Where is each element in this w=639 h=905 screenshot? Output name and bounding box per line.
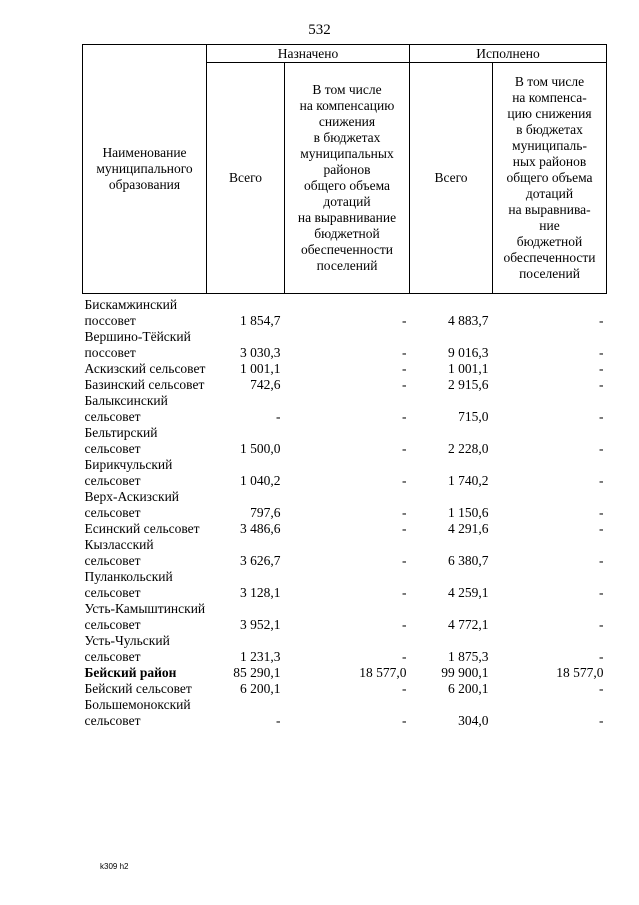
assigned-comp-cell: - — [402, 313, 407, 328]
assigned-total-cell: 3 952,1 — [240, 617, 281, 632]
row-name: Кызласский сельсовет — [84, 537, 154, 568]
table-row — [83, 697, 607, 729]
executed-comp-cell: - — [599, 313, 604, 328]
header-line: ние — [539, 218, 560, 233]
assigned-total-cell: 3 626,7 — [240, 553, 281, 568]
header-line: общего объема — [506, 170, 593, 185]
table-row — [83, 457, 607, 489]
header-line: снижения — [318, 114, 376, 129]
executed-comp-cell: - — [599, 441, 604, 456]
executed-comp-cell: - — [599, 345, 604, 360]
executed-total-cell: 9 016,3 — [448, 345, 489, 360]
assigned-total-cell: 85 290,1 — [233, 665, 281, 680]
row-name: Бейский сельсовет — [84, 681, 192, 696]
table-row — [83, 601, 607, 633]
assigned-comp-cell: - — [402, 409, 407, 424]
executed-comp-cell: - — [599, 553, 604, 568]
assigned-comp-cell: - — [402, 473, 407, 488]
assigned-total-cell: 1 001,1 — [240, 361, 281, 376]
header-name-column: Наименование муниципального образования — [83, 45, 207, 294]
table-row — [83, 361, 607, 377]
assigned-comp-cell: - — [402, 377, 407, 392]
header-line: В том числе — [514, 74, 585, 89]
row-name: Аскизский сельсовет — [84, 361, 206, 376]
row-name: Усть-Камыштинский сельсовет — [84, 601, 206, 632]
executed-total-cell: 4 259,1 — [448, 585, 489, 600]
row-name: Бельтирский сельсовет — [84, 425, 158, 456]
executed-comp-cell: - — [599, 617, 604, 632]
row-name: Есинский сельсовет — [84, 521, 200, 536]
assigned-total-cell: - — [276, 409, 281, 424]
assigned-comp-cell: - — [402, 617, 407, 632]
row-name: Пуланкольский сельсовет — [84, 569, 173, 600]
executed-total-cell: 4 883,7 — [448, 313, 489, 328]
header-line: на выравнивание — [297, 210, 397, 225]
row-name: Бирикчульский сельсовет — [84, 457, 173, 488]
assigned-total-cell: 3 128,1 — [240, 585, 281, 600]
region-total-row — [83, 665, 607, 681]
header-line: В том числе — [312, 82, 382, 97]
executed-comp-cell: - — [599, 473, 604, 488]
assigned-comp-cell: - — [402, 649, 407, 664]
header-executed-compensation — [493, 63, 607, 294]
header-line: районов — [323, 162, 371, 177]
header-line: муниципаль- — [512, 138, 587, 153]
assigned-total-cell: 1 231,3 — [240, 649, 281, 664]
header-line: в бюджетах — [313, 130, 381, 145]
executed-total-cell: 715,0 — [458, 409, 489, 424]
executed-comp-cell: - — [599, 361, 604, 376]
header-line: муниципальных — [300, 146, 394, 161]
assigned-comp-cell: - — [402, 553, 407, 568]
row-name: Бейский район — [84, 665, 177, 680]
header-line: в бюджетах — [516, 122, 583, 137]
assigned-comp-cell: - — [402, 361, 407, 376]
executed-total-cell: 2 228,0 — [448, 441, 489, 456]
executed-comp-cell: 18 577,0 — [556, 665, 604, 680]
table-row — [83, 425, 607, 457]
executed-total-cell: 1 875,3 — [448, 649, 489, 664]
executed-total-cell: 4 772,1 — [448, 617, 489, 632]
header-line: общего объема — [303, 178, 391, 193]
assigned-total-cell: - — [276, 713, 281, 728]
row-name: Балыксинский сельсовет — [84, 393, 168, 424]
assigned-comp-cell: 18 577,0 — [359, 665, 407, 680]
budget-table — [82, 44, 607, 729]
assigned-total-cell: 742,6 — [250, 377, 281, 392]
table-row — [83, 681, 607, 697]
header-line: бюджетной — [516, 234, 583, 249]
header-line: на компенсацию — [299, 98, 395, 113]
executed-comp-cell: - — [599, 585, 604, 600]
table-row — [83, 489, 607, 521]
header-assigned-compensation — [285, 63, 410, 294]
executed-total-cell: 6 380,7 — [448, 553, 489, 568]
executed-comp-cell: - — [599, 377, 604, 392]
header-line: цию снижения — [507, 106, 592, 121]
row-name: Вершино-Тёйский поссовет — [84, 329, 191, 360]
header-assigned-group: Назначено — [207, 45, 410, 63]
header-line: дотаций — [525, 186, 574, 201]
row-name: Верх-Аскизский сельсовет — [84, 489, 180, 520]
assigned-comp-cell: - — [402, 521, 407, 536]
row-name: Базинский сельсовет — [84, 377, 205, 392]
assigned-comp-cell: - — [402, 713, 407, 728]
executed-comp-cell: - — [599, 409, 604, 424]
executed-comp-cell: - — [599, 505, 604, 520]
row-name: Большемонокский сельсовет — [84, 697, 191, 728]
page-number: 532 — [308, 22, 331, 38]
header-executed-group: Исполнено — [410, 45, 607, 63]
executed-comp-cell: - — [599, 521, 604, 536]
assigned-comp-cell: - — [402, 681, 407, 696]
assigned-total-cell: 1 500,0 — [240, 441, 281, 456]
assigned-comp-cell: - — [402, 441, 407, 456]
table-row — [83, 569, 607, 601]
row-name: Усть-Чульский сельсовет — [84, 633, 170, 664]
executed-comp-cell: - — [599, 713, 604, 728]
executed-total-cell: 6 200,1 — [448, 681, 489, 696]
executed-total-cell: 2 915,6 — [448, 377, 489, 392]
assigned-total-cell: 3 486,6 — [240, 521, 281, 536]
assigned-total-cell: 6 200,1 — [240, 681, 281, 696]
header-line: поселений — [519, 266, 580, 281]
table-row — [83, 537, 607, 569]
assigned-total-cell: 1 040,2 — [240, 473, 281, 488]
table-row — [83, 329, 607, 361]
header-assigned-total: Всего — [207, 63, 285, 294]
footer-code: k309 h2 — [100, 862, 129, 871]
executed-total-cell: 99 900,1 — [441, 665, 489, 680]
executed-total-cell: 1 740,2 — [448, 473, 489, 488]
table-row — [83, 297, 607, 329]
assigned-comp-cell: - — [402, 505, 407, 520]
assigned-comp-cell: - — [402, 585, 407, 600]
table-row — [83, 633, 607, 665]
header-line: обеспеченности — [503, 250, 596, 265]
executed-total-cell: 1 001,1 — [448, 361, 489, 376]
executed-total-cell: 1 150,6 — [448, 505, 489, 520]
table-row — [83, 521, 607, 537]
header-line: дотаций — [323, 194, 371, 209]
header-executed-total: Всего — [410, 63, 493, 294]
assigned-total-cell: 3 030,3 — [240, 345, 281, 360]
table-row — [83, 377, 607, 393]
row-name: Бискамжинский поссовет — [84, 297, 178, 328]
header-line: бюджетной — [314, 226, 380, 241]
assigned-comp-cell: - — [402, 345, 407, 360]
assigned-total-cell: 1 854,7 — [240, 313, 281, 328]
header-line: на компенса- — [512, 90, 587, 105]
executed-comp-cell: - — [599, 681, 604, 696]
executed-total-cell: 304,0 — [458, 713, 489, 728]
header-line: поселений — [316, 258, 378, 273]
header-line: ных районов — [512, 154, 587, 169]
header-line: на выравнива- — [508, 202, 591, 217]
header-line: обеспеченности — [300, 242, 394, 257]
assigned-total-cell: 797,6 — [250, 505, 281, 520]
executed-total-cell: 4 291,6 — [448, 521, 489, 536]
executed-comp-cell: - — [599, 649, 604, 664]
table-row — [83, 393, 607, 425]
